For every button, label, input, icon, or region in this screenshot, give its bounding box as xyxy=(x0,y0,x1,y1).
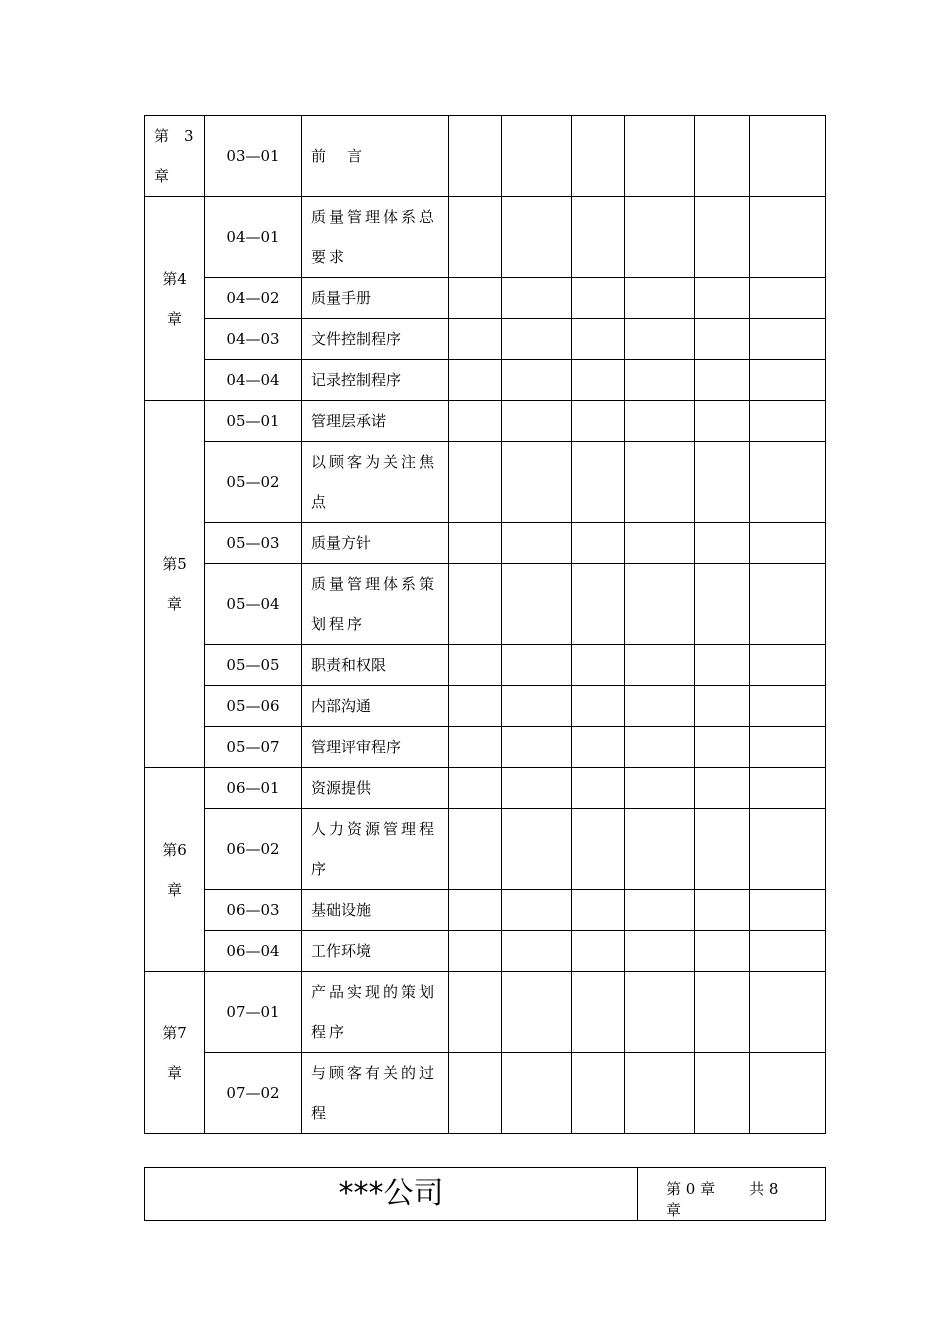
table-row xyxy=(145,931,826,972)
empty-cell xyxy=(695,645,750,686)
empty-cell xyxy=(750,564,826,645)
section-title: 前 言 xyxy=(302,116,449,197)
section-title: 文件控制程序 xyxy=(302,319,449,360)
section-code: 05—02 xyxy=(205,442,302,523)
table-row xyxy=(145,360,826,401)
empty-cell xyxy=(572,319,625,360)
empty-cell xyxy=(572,523,625,564)
empty-cell xyxy=(449,727,502,768)
section-title: 人力资源管理程序 xyxy=(302,809,449,890)
section-code: 05—07 xyxy=(205,727,302,768)
empty-cell xyxy=(750,278,826,319)
empty-cell xyxy=(502,564,572,645)
table-row xyxy=(145,809,826,890)
empty-cell xyxy=(750,727,826,768)
empty-cell xyxy=(625,319,695,360)
empty-cell xyxy=(449,809,502,890)
section-code: 05—04 xyxy=(205,564,302,645)
empty-cell xyxy=(695,890,750,931)
empty-cell xyxy=(625,809,695,890)
empty-cell xyxy=(750,116,826,197)
section-code: 06—03 xyxy=(205,890,302,931)
empty-cell xyxy=(695,197,750,278)
empty-cell xyxy=(449,442,502,523)
empty-cell xyxy=(572,401,625,442)
empty-cell xyxy=(502,809,572,890)
empty-cell xyxy=(695,1053,750,1134)
empty-cell xyxy=(502,1053,572,1134)
empty-cell xyxy=(625,686,695,727)
empty-cell xyxy=(449,931,502,972)
empty-cell xyxy=(695,523,750,564)
empty-cell xyxy=(449,890,502,931)
section-title: 与顾客有关的过程 xyxy=(302,1053,449,1134)
empty-cell xyxy=(695,768,750,809)
empty-cell xyxy=(750,197,826,278)
empty-cell xyxy=(572,645,625,686)
empty-cell xyxy=(449,278,502,319)
empty-cell xyxy=(750,442,826,523)
empty-cell xyxy=(625,197,695,278)
empty-cell xyxy=(449,197,502,278)
section-code: 05—01 xyxy=(205,401,302,442)
table-row xyxy=(145,564,826,645)
empty-cell xyxy=(502,523,572,564)
empty-cell xyxy=(449,768,502,809)
table-row xyxy=(145,197,826,278)
empty-cell xyxy=(449,401,502,442)
chapter-cell: 第4章 xyxy=(145,197,205,401)
empty-cell xyxy=(695,442,750,523)
chapter-current: 第 0 章 xyxy=(666,1180,716,1198)
section-code: 06—02 xyxy=(205,809,302,890)
section-code: 04—04 xyxy=(205,360,302,401)
table-row xyxy=(145,401,826,442)
section-code: 04—01 xyxy=(205,197,302,278)
empty-cell xyxy=(502,197,572,278)
empty-cell xyxy=(750,972,826,1053)
section-code: 03—01 xyxy=(205,116,302,197)
empty-cell xyxy=(572,360,625,401)
empty-cell xyxy=(449,972,502,1053)
empty-cell xyxy=(502,686,572,727)
empty-cell xyxy=(695,809,750,890)
empty-cell xyxy=(750,890,826,931)
empty-cell xyxy=(572,442,625,523)
section-title: 产品实现的策划程序 xyxy=(302,972,449,1053)
empty-cell xyxy=(625,931,695,972)
section-code: 04—02 xyxy=(205,278,302,319)
empty-cell xyxy=(695,401,750,442)
toc-table xyxy=(144,115,826,1134)
table-row xyxy=(145,645,826,686)
table-row xyxy=(145,972,826,1053)
empty-cell xyxy=(449,523,502,564)
empty-cell xyxy=(502,401,572,442)
empty-cell xyxy=(625,360,695,401)
section-title: 记录控制程序 xyxy=(302,360,449,401)
section-code: 05—06 xyxy=(205,686,302,727)
empty-cell xyxy=(625,768,695,809)
section-code: 04—03 xyxy=(205,319,302,360)
empty-cell xyxy=(502,972,572,1053)
empty-cell xyxy=(695,727,750,768)
empty-cell xyxy=(502,931,572,972)
section-code: 07—02 xyxy=(205,1053,302,1134)
table-row xyxy=(145,768,826,809)
chapter-info xyxy=(638,1168,826,1221)
section-title: 管理层承诺 xyxy=(302,401,449,442)
footer-row xyxy=(145,1168,826,1221)
empty-cell xyxy=(572,278,625,319)
empty-cell xyxy=(625,278,695,319)
empty-cell xyxy=(502,727,572,768)
section-title: 管理评审程序 xyxy=(302,727,449,768)
section-title: 质量方针 xyxy=(302,523,449,564)
empty-cell xyxy=(750,523,826,564)
empty-cell xyxy=(572,809,625,890)
section-title: 质量管理体系策划程序 xyxy=(302,564,449,645)
empty-cell xyxy=(572,1053,625,1134)
empty-cell xyxy=(695,931,750,972)
section-code: 05—03 xyxy=(205,523,302,564)
empty-cell xyxy=(572,768,625,809)
empty-cell xyxy=(449,360,502,401)
section-code: 06—01 xyxy=(205,768,302,809)
empty-cell xyxy=(572,890,625,931)
section-title: 以顾客为关注焦点 xyxy=(302,442,449,523)
section-title: 质量手册 xyxy=(302,278,449,319)
empty-cell xyxy=(502,890,572,931)
empty-cell xyxy=(572,116,625,197)
chapter-cell: 第6章 xyxy=(145,768,205,972)
empty-cell xyxy=(625,727,695,768)
table-row xyxy=(145,278,826,319)
empty-cell xyxy=(449,1053,502,1134)
empty-cell xyxy=(625,401,695,442)
table-row xyxy=(145,319,826,360)
chapter-cell: 第7章 xyxy=(145,972,205,1134)
section-title: 质量管理体系总要求 xyxy=(302,197,449,278)
empty-cell xyxy=(695,686,750,727)
empty-cell xyxy=(572,727,625,768)
section-title: 基础设施 xyxy=(302,890,449,931)
empty-cell xyxy=(449,116,502,197)
empty-cell xyxy=(750,1053,826,1134)
section-title: 内部沟通 xyxy=(302,686,449,727)
empty-cell xyxy=(695,278,750,319)
empty-cell xyxy=(449,564,502,645)
empty-cell xyxy=(750,360,826,401)
empty-cell xyxy=(502,360,572,401)
section-title: 工作环境 xyxy=(302,931,449,972)
section-code: 05—05 xyxy=(205,645,302,686)
section-title: 职责和权限 xyxy=(302,645,449,686)
chapter-total: 共 8 章 xyxy=(666,1180,779,1219)
empty-cell xyxy=(625,890,695,931)
empty-cell xyxy=(625,972,695,1053)
empty-cell xyxy=(572,972,625,1053)
company-name: ***公司 xyxy=(145,1168,638,1221)
empty-cell xyxy=(572,686,625,727)
empty-cell xyxy=(625,1053,695,1134)
chapter-cell: 第 3章 xyxy=(145,116,205,197)
empty-cell xyxy=(695,564,750,645)
table-row xyxy=(145,890,826,931)
empty-cell xyxy=(695,116,750,197)
table-row xyxy=(145,442,826,523)
empty-cell xyxy=(695,360,750,401)
empty-cell xyxy=(449,645,502,686)
empty-cell xyxy=(625,523,695,564)
empty-cell xyxy=(750,686,826,727)
empty-cell xyxy=(572,931,625,972)
empty-cell xyxy=(750,809,826,890)
section-title: 资源提供 xyxy=(302,768,449,809)
empty-cell xyxy=(449,319,502,360)
table-row xyxy=(145,686,826,727)
empty-cell xyxy=(750,645,826,686)
empty-cell xyxy=(502,116,572,197)
empty-cell xyxy=(449,686,502,727)
table-row xyxy=(145,727,826,768)
table-row xyxy=(145,523,826,564)
empty-cell xyxy=(625,645,695,686)
empty-cell xyxy=(695,972,750,1053)
empty-cell xyxy=(572,564,625,645)
empty-cell xyxy=(502,645,572,686)
empty-cell xyxy=(502,442,572,523)
empty-cell xyxy=(502,768,572,809)
table-row xyxy=(145,1053,826,1134)
table-row xyxy=(145,116,826,197)
empty-cell xyxy=(750,768,826,809)
section-code: 07—01 xyxy=(205,972,302,1053)
empty-cell xyxy=(502,278,572,319)
section-code: 06—04 xyxy=(205,931,302,972)
empty-cell xyxy=(625,564,695,645)
empty-cell xyxy=(750,401,826,442)
empty-cell xyxy=(625,116,695,197)
footer-table xyxy=(144,1167,826,1221)
chapter-cell: 第5章 xyxy=(145,401,205,768)
empty-cell xyxy=(502,319,572,360)
empty-cell xyxy=(750,931,826,972)
empty-cell xyxy=(572,197,625,278)
empty-cell xyxy=(625,442,695,523)
empty-cell xyxy=(750,319,826,360)
empty-cell xyxy=(695,319,750,360)
